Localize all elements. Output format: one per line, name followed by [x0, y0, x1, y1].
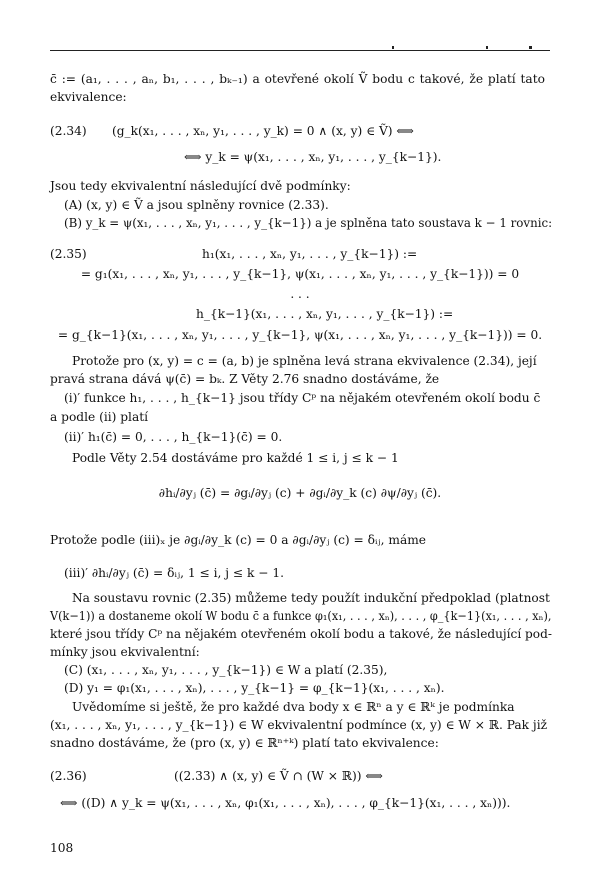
- text-line: mínky jsou ekvivalentní:: [50, 645, 200, 659]
- header-mark: [486, 46, 488, 49]
- header-rule: [50, 50, 550, 51]
- text-line: (x₁, . . . , xₙ, y₁, . . . , y_{k−1}) ∈ W ekvivalentní podmínce (x, y) ∈ W × ℝ. Pak již: [50, 718, 548, 732]
- equation-line: h₁(x₁, . . . , xₙ, y₁, . . . , y_{k−1}) :=: [202, 247, 418, 261]
- text-line: c̄ := (a₁, . . . , aₙ, b₁, . . . , bₖ₋₁) a otevřené okolí Ṽ bodu c takové, že platí tato: [50, 72, 545, 86]
- text-line: V(k−1)) a dostaneme okolí W bodu c̄ a funkce φ₁(x₁, . . . , xₙ), . . . , φ_{k−1}(x₁, . . . , xₙ),: [50, 609, 552, 623]
- equation-line: h_{k−1}(x₁, . . . , xₙ, y₁, . . . , y_{k−1}) :=: [196, 307, 454, 321]
- list-item: (A) (x, y) ∈ Ṽ a jsou splněny rovnice (2.33).: [64, 198, 329, 212]
- list-item: (ii)′ h₁(c̄) = 0, . . . , h_{k−1}(c̄) = 0.: [64, 430, 283, 444]
- list-item: (B) y_k = ψ(x₁, . . . , xₙ, y₁, . . . , y_{k−1}) a je splněna tato soustava k − 1 rovnic:: [64, 216, 553, 230]
- equation-label: (2.36): [50, 769, 87, 783]
- text-line: a podle (ii) platí: [50, 410, 149, 424]
- text-line: které jsou třídy Cᵖ na nějakém otevřeném okolí bodu a takové, že následující pod-: [50, 627, 552, 641]
- header-mark: [392, 46, 394, 49]
- text-line: pravá strana dává ψ(c̄) = bₖ. Z Věty 2.76 snadno dostáváme, že: [50, 372, 440, 386]
- text-line: Protože podle (iii)ₓ je ∂gᵢ/∂y_k (c) = 0 a ∂gᵢ/∂yⱼ (c) = δᵢⱼ, máme: [50, 533, 426, 547]
- display-formula: ∂hᵢ/∂yⱼ (c̄) = ∂gᵢ/∂yⱼ (c) + ∂gᵢ/∂y_k (c) ∂ψ/∂yⱼ (c̄).: [158, 486, 442, 500]
- equation-line: = g_{k−1}(x₁, . . . , xₙ, y₁, . . . , y_{k−1}, ψ(x₁, . . . , xₙ, y₁, . . . , y_{k−1})) = 0.: [57, 328, 543, 342]
- equation-label: (2.34): [50, 124, 87, 138]
- equation-line: ⟺ ((D) ∧ y_k = ψ(x₁, . . . , xₙ, φ₁(x₁, . . . , xₙ), . . . , φ_{k−1}(x₁, . . . , xₙ))).: [60, 796, 511, 810]
- text-line: Podle Věty 2.54 dostáváme pro každé 1 ≤ i, j ≤ k − 1: [72, 451, 399, 465]
- equation-line: ((2.33) ∧ (x, y) ∈ Ṽ ∩ (W × ℝ)) ⟺: [174, 769, 383, 783]
- text-line: Protože pro (x, y) = c = (a, b) je splněna levá strana ekvivalence (2.34), její: [72, 354, 537, 368]
- text-line: ekvivalence:: [50, 90, 127, 104]
- equation-line: ⟺ y_k = ψ(x₁, . . . , xₙ, y₁, . . . , y_{k−1}).: [184, 150, 442, 164]
- header-mark: [529, 46, 532, 49]
- list-item: (i)′ funkce h₁, . . . , h_{k−1} jsou třídy Cᵖ na nějakém otevřeném okolí bodu c̄: [64, 391, 541, 405]
- text-line: Uvědomíme si ještě, že pro každé dva body x ∈ ℝⁿ a y ∈ ℝᵏ je podmínka: [72, 700, 515, 714]
- list-item: (iii)′ ∂hᵢ/∂yⱼ (c̄) = δᵢⱼ, 1 ≤ i, j ≤ k − 1.: [64, 566, 284, 580]
- text-line: snadno dostáváme, že (pro (x, y) ∈ ℝⁿ⁺ᵏ) platí tato ekvivalence:: [50, 736, 439, 750]
- list-item: (C) (x₁, . . . , xₙ, y₁, . . . , y_{k−1}) ∈ W a platí (2.35),: [64, 663, 388, 677]
- equation-line: = g₁(x₁, . . . , xₙ, y₁, . . . , y_{k−1}, ψ(x₁, . . . , xₙ, y₁, . . . , y_{k−1})) = 0: [80, 267, 520, 281]
- page-number: 108: [50, 841, 74, 855]
- text-line: Na soustavu rovnic (2.35) můžeme tedy použít indukční předpoklad (platnost: [72, 591, 550, 605]
- equation-line: (g_k(x₁, . . . , xₙ, y₁, . . . , y_k) = 0 ∧ (x, y) ∈ Ṽ) ⟺: [112, 124, 414, 138]
- text-line: Jsou tedy ekvivalentní následující dvě podmínky:: [50, 179, 351, 193]
- equation-label: (2.35): [50, 247, 87, 261]
- equation-line: . . .: [290, 287, 310, 301]
- list-item: (D) y₁ = φ₁(x₁, . . . , xₙ), . . . , y_{k−1} = φ_{k−1}(x₁, . . . , xₙ).: [64, 681, 445, 695]
